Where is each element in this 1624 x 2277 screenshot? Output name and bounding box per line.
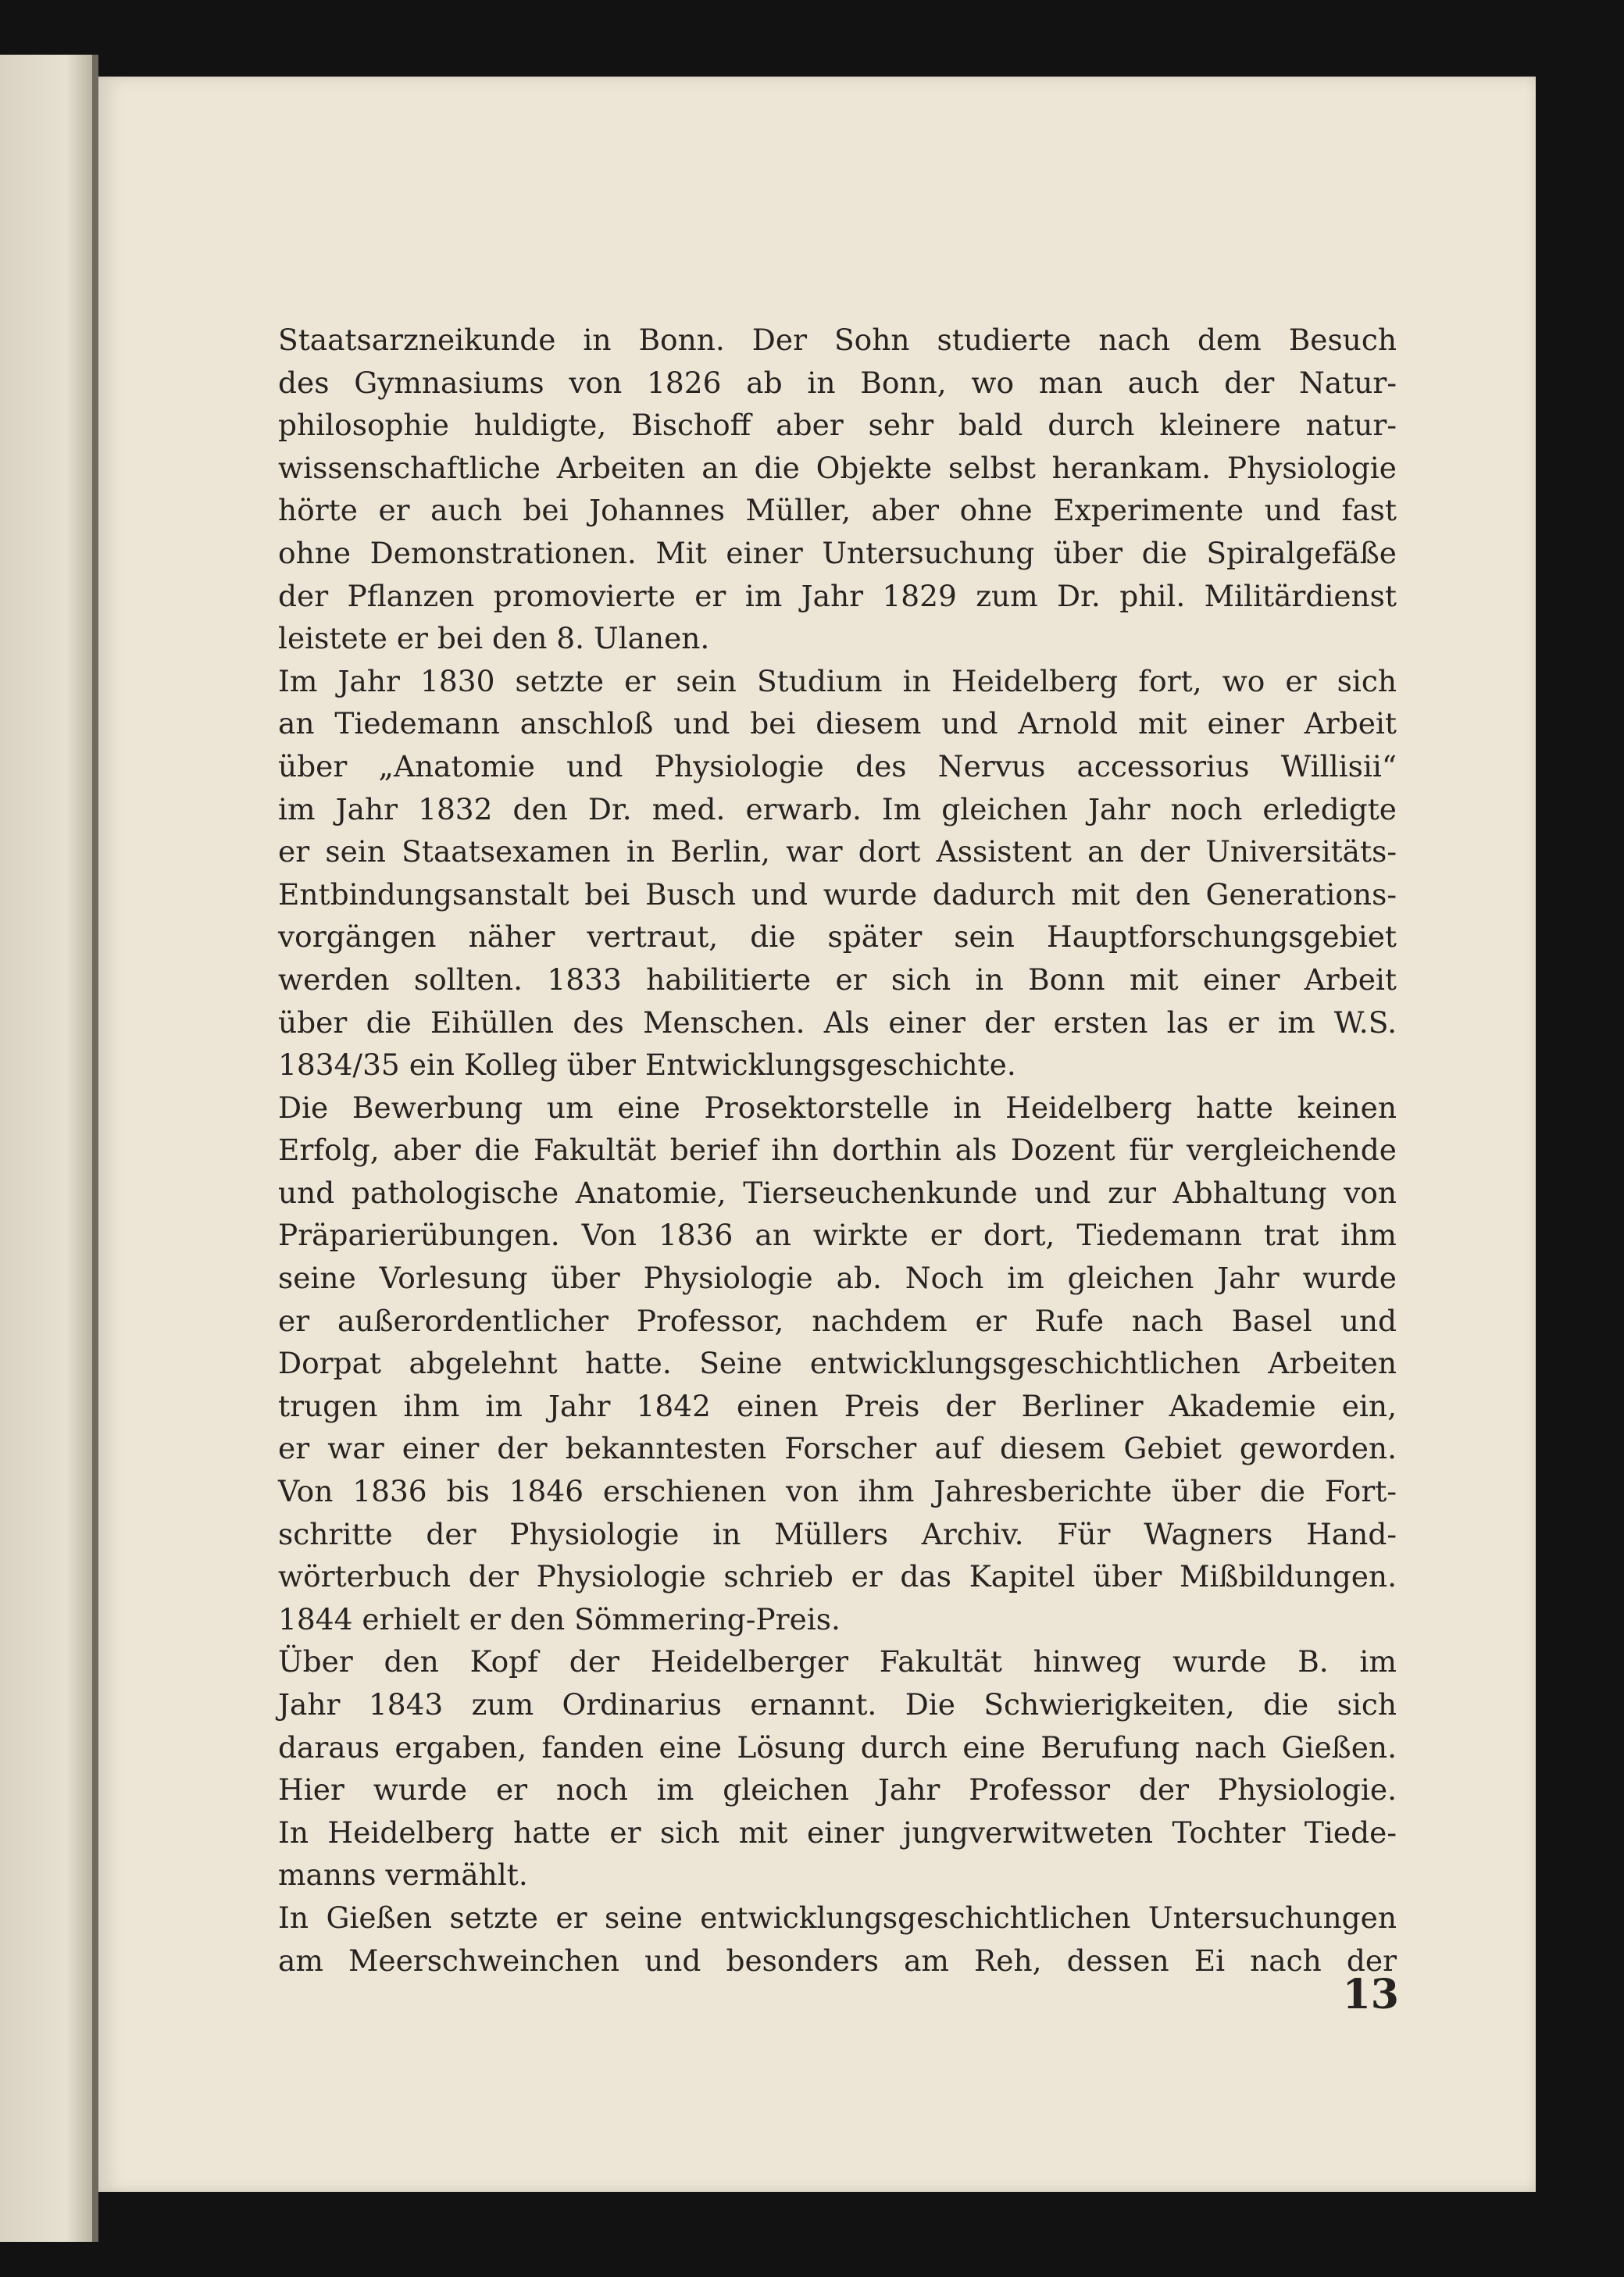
text-line: er sein Staatsexamen in Berlin, war dort Assistent an der Universitäts- bbox=[278, 834, 1397, 869]
text-line: Hier wurde er noch im gleichen Jahr Professor der Physiologie. bbox=[278, 1772, 1397, 1808]
text-line: an Tiedemann anschloß und bei diesem und Arnold mit einer Arbeit bbox=[278, 706, 1397, 741]
text-line: über die Eihüllen des Menschen. Als einer der ersten las er im W.S. bbox=[278, 1005, 1397, 1040]
text-line: daraus ergaben, fanden eine Lösung durch eine Berufung nach Gießen. bbox=[278, 1729, 1397, 1765]
text-line: In Gießen setzte er seine entwicklungsgeschichtlichen Untersuchungen bbox=[278, 1900, 1397, 1935]
text-line: wörterbuch der Physiologie schrieb er das Kapitel über Mißbildungen. bbox=[278, 1559, 1397, 1594]
text-line: Jahr 1843 zum Ordinarius ernannt. Die Schwierigkeiten, die sich bbox=[278, 1687, 1397, 1722]
text-line: er außerordentlicher Professor, nachdem er Rufe nach Basel und bbox=[278, 1303, 1397, 1338]
text-line: wissenschaftliche Arbeiten an die Objekte selbst herankam. Physiologie bbox=[278, 450, 1397, 485]
text-line: Von 1836 bis 1846 erschienen von ihm Jahresberichte über die Fort- bbox=[278, 1474, 1397, 1509]
body-text bbox=[278, 319, 1397, 1982]
text-line: und pathologische Anatomie, Tierseuchenkunde und zur Abhaltung von bbox=[278, 1175, 1397, 1210]
text-line: hörte er auch bei Johannes Müller, aber ohne Experimente und fast bbox=[278, 493, 1397, 528]
text-line: des Gymnasiums von 1826 ab in Bonn, wo man auch der Natur- bbox=[278, 365, 1397, 400]
text-line: trugen ihm im Jahr 1842 einen Preis der Berliner Akademie ein, bbox=[278, 1388, 1397, 1423]
text-line: im Jahr 1832 den Dr. med. erwarb. Im gleichen Jahr noch erledigte bbox=[278, 791, 1397, 826]
text-line: der Pflanzen promovierte er im Jahr 1829 zum Dr. phil. Militärdienst bbox=[278, 578, 1397, 613]
text-line: vorgängen näher vertraut, die später sein Hauptforschungsgebiet bbox=[278, 919, 1397, 955]
page-number: 13 bbox=[1342, 1971, 1399, 2018]
text-line: schritte der Physiologie in Müllers Archiv. Für Wagners Hand- bbox=[278, 1516, 1397, 1551]
text-line: leistete er bei den 8. Ulanen. bbox=[278, 621, 710, 656]
text-line: 1834/35 ein Kolleg über Entwicklungsgeschichte. bbox=[278, 1047, 1016, 1083]
book-page bbox=[98, 77, 1536, 2192]
text-line: Präparierübungen. Von 1836 an wirkte er dort, Tiedemann trat ihm bbox=[278, 1218, 1397, 1253]
text-line: werden sollten. 1833 habilitierte er sich in Bonn mit einer Arbeit bbox=[278, 962, 1397, 997]
text-line: philosophie huldigte, Bischoff aber sehr bald durch kleinere natur- bbox=[278, 408, 1397, 443]
text-line: Erfolg, aber die Fakultät berief ihn dorthin als Dozent für vergleichende bbox=[278, 1133, 1397, 1168]
text-line: am Meerschweinchen und besonders am Reh, dessen Ei nach der bbox=[278, 1943, 1397, 1978]
text-line: seine Vorlesung über Physiologie ab. Noch im gleichen Jahr wurde bbox=[278, 1261, 1397, 1296]
text-line: er war einer der bekanntesten Forscher auf diesem Gebiet geworden. bbox=[278, 1431, 1397, 1466]
text-line: manns vermählt. bbox=[278, 1858, 528, 1893]
text-line: ohne Demonstrationen. Mit einer Untersuchung über die Spiralgefäße bbox=[278, 535, 1397, 570]
text-line: 1844 erhielt er den Sömmering-Preis. bbox=[278, 1601, 841, 1636]
text-line: Im Jahr 1830 setzte er sein Studium in Heidelberg fort, wo er sich bbox=[278, 663, 1397, 698]
text-line: Die Bewerbung um eine Prosektorstelle in Heidelberg hatte keinen bbox=[278, 1090, 1397, 1125]
text-line: Dorpat abgelehnt hatte. Seine entwicklungsgeschichtlichen Arbeiten bbox=[278, 1346, 1397, 1381]
text-line: Staatsarzneikunde in Bonn. Der Sohn studierte nach dem Besuch bbox=[278, 323, 1397, 357]
book-gutter bbox=[92, 55, 98, 2242]
text-line: Entbindungsanstalt bei Busch und wurde dadurch mit den Generations- bbox=[278, 876, 1397, 912]
facing-page-edge bbox=[0, 55, 94, 2242]
text-line: In Heidelberg hatte er sich mit einer jungverwitweten Tochter Tiede- bbox=[278, 1815, 1397, 1850]
text-line: über „Anatomie und Physiologie des Nervus accessorius Willisii“ bbox=[278, 748, 1397, 783]
text-line: Über den Kopf der Heidelberger Fakultät hinweg wurde B. im bbox=[278, 1644, 1397, 1679]
